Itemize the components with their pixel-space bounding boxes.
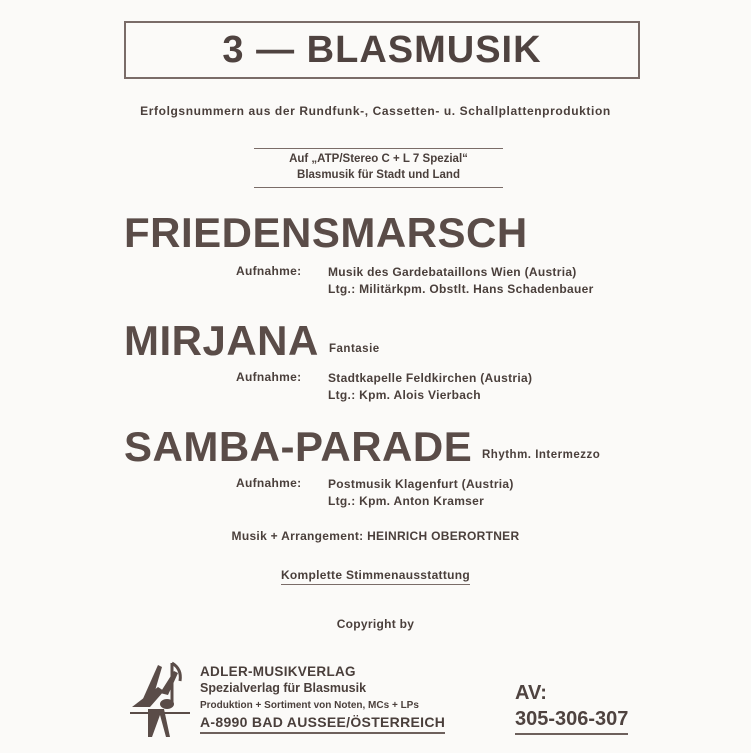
publisher-address: A-8990 BAD AUSSEE/ÖSTERREICH: [200, 714, 445, 734]
conductor-1: Ltg.: Militärkpm. Obstlt. Hans Schadenbauer: [328, 282, 594, 296]
publisher-tagline: Spezialverlag für Blasmusik: [200, 681, 367, 695]
parts-note-wrap: [0, 568, 751, 585]
publisher-block: [200, 663, 445, 734]
recording-label-2: Aufnahme:: [236, 370, 302, 384]
parts-note: Komplette Stimmenausstattung: [281, 568, 470, 585]
record-line-2: Blasmusik für Stadt und Land: [297, 169, 460, 181]
performer-2: Stadtkapelle Feldkirchen (Austria): [328, 371, 533, 385]
performer-1: Musik des Gardebataillons Wien (Austria): [328, 265, 577, 279]
recording-details-1: [328, 264, 594, 298]
eagle-music-note-icon: [128, 657, 192, 744]
subtitle: Erfolgsnummern aus der Rundfunk-, Cassetten- u. Schallplattenproduktion: [140, 104, 611, 118]
recording-details-2: [328, 370, 532, 404]
record-info: [254, 148, 503, 188]
conductor-2: Ltg.: Kpm. Alois Vierbach: [328, 388, 481, 402]
catalog-label: AV:: [515, 682, 547, 704]
performer-3: Postmusik Klagenfurt (Austria): [328, 477, 514, 491]
copyright-line: Copyright by: [336, 617, 415, 631]
piece-title-1: FRIEDENSMARSCH: [124, 209, 528, 256]
page-title: 3 — BLASMUSIK: [222, 28, 542, 71]
publisher-name: ADLER-MUSIKVERLAG: [200, 664, 356, 679]
recording-label-3: Aufnahme:: [236, 476, 302, 490]
catalog-block: [515, 680, 628, 735]
title-box: [124, 21, 640, 79]
catalog-number: 305-306-307: [515, 706, 628, 735]
recording-label-1: Aufnahme:: [236, 264, 302, 278]
piece-genre-3: Rhythm. Intermezzo: [482, 449, 601, 461]
record-line-1: Auf „ATP/Stereo C + L 7 Spezial“: [289, 153, 468, 165]
conductor-3: Ltg.: Kpm. Anton Kramser: [328, 494, 485, 508]
arrangement-credit: Musik + Arrangement: HEINRICH OBERORTNER: [231, 529, 520, 543]
recording-details-3: [328, 476, 514, 510]
piece-title-3: SAMBA-PARADE: [124, 423, 473, 470]
publisher-products: Produktion + Sortiment von Noten, MCs + LPs: [200, 700, 419, 711]
piece-genre-2: Fantasie: [329, 343, 380, 355]
piece-title-2: MIRJANA: [124, 317, 319, 364]
